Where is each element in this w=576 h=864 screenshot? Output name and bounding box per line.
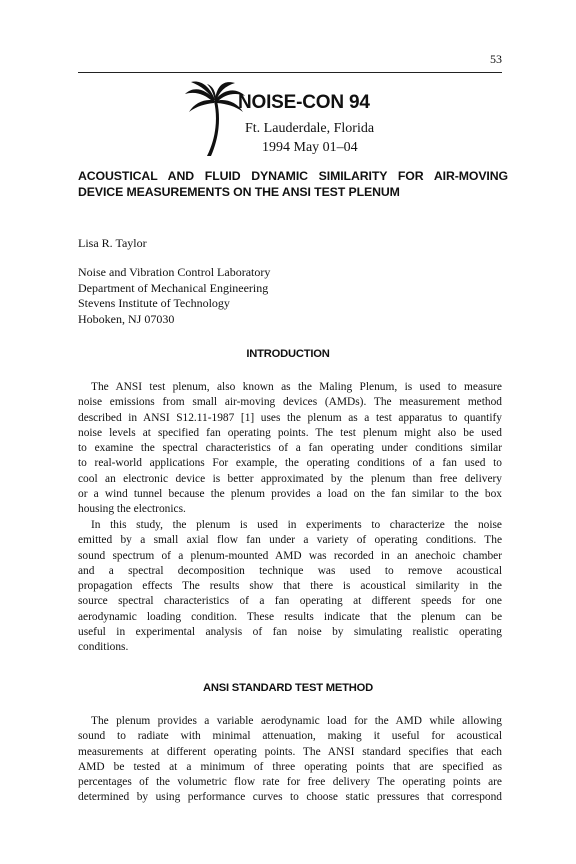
text-line: emitted by a small axial flow fan under a variety of operating conditions. The [78,534,502,547]
conference-name: NOISE-CON 94 [238,92,370,113]
text-line: useful in experimental analysis of fan noise by simulating realistic operating [78,626,502,639]
text-line: cool an electronic device is better approximated by the plenum than free delivery [78,472,502,485]
conference-date: 1994 May 01–04 [262,140,358,155]
author-name: Lisa R. Taylor [78,236,147,250]
introduction-paragraph-1 [78,380,502,518]
text-line: In this study, the plenum is used in experiments to characterize the noise [91,519,502,531]
text-line: noise levels at specified fan operating points. The test plenum might also be used [78,426,502,439]
conference-location: Ft. Lauderdale, Florida [245,121,375,136]
affiliation-line: Hoboken, NJ 07030 [78,311,175,326]
paper-title-line: DEVICE MEASUREMENTS ON THE ANSI TEST PLENUM [78,185,400,199]
affiliation-line: Stevens Institute of Technology [78,296,230,311]
affiliation-line: Department of Mechanical Engineering [78,280,269,295]
text-line: sound to radiate with minimal attenuation, making it useful for acoustical [78,730,502,743]
text-line: conditions. [78,641,129,654]
text-line: housing the electronics. [78,503,186,516]
text-line: propagation effects The results show that there is acoustical similarity in the [78,580,502,593]
text-line: measurements at different operating points. The ANSI standard specifies that each [78,745,502,758]
text-line: and a spectral decomposition technique was used to remove acoustical [78,564,502,577]
text-line: to real-world applications For example, the operating conditions of a fan used to [78,457,502,470]
text-line: determined by using performance curves to choose static pressures that correspond [78,791,502,804]
header-rule [78,72,502,73]
affiliation-line: Noise and Vibration Control Laboratory [78,265,271,279]
text-line: percentages of the volumetric flow rate for free delivery The operating points are [78,776,502,789]
ansi-method-paragraph-1 [78,714,502,806]
text-line: source spectral characteristics of a fan operating at different speeds for one [78,595,502,608]
text-line: sound spectrum of a plenum-mounted AMD was recorded in an anechoic chamber [78,549,502,562]
text-line: The ANSI test plenum, also known as the Maling Plenum, is used to measure [91,381,502,393]
text-line: or a wind tunnel because the plenum provides a load on the fan similar to the box [78,488,502,501]
section-heading-ansi-standard-test-method: ANSI STANDARD TEST METHOD [202,682,374,694]
paper-title-line: ACOUSTICAL AND FLUID DYNAMIC SIMILARITY FOR AIR-MOVING [78,169,508,183]
text-line: noise emissions from small air-moving devices (AMDs). The measurement method [78,396,502,409]
text-line: AMD be tested at a minimum of three operating points that are specified as [78,760,502,773]
section-heading-introduction: INTRODUCTION [246,348,330,360]
introduction-paragraph-2 [78,518,502,656]
text-line: to examine the spectral characteristics of a fan operating under conditions similar [78,442,502,455]
text-line: The plenum provides a variable aerodynamic load for the AMD while allowing [91,715,502,727]
text-line: aerodynamic loading condition. These results indicate that the plenum can be [78,610,502,623]
text-line: described in ANSI S12.11-1987 [1] uses the plenum as a test apparatus to quantify [78,411,502,424]
page-number: 53 [490,52,502,66]
author-affiliation [78,265,270,327]
paper-title [78,168,508,200]
